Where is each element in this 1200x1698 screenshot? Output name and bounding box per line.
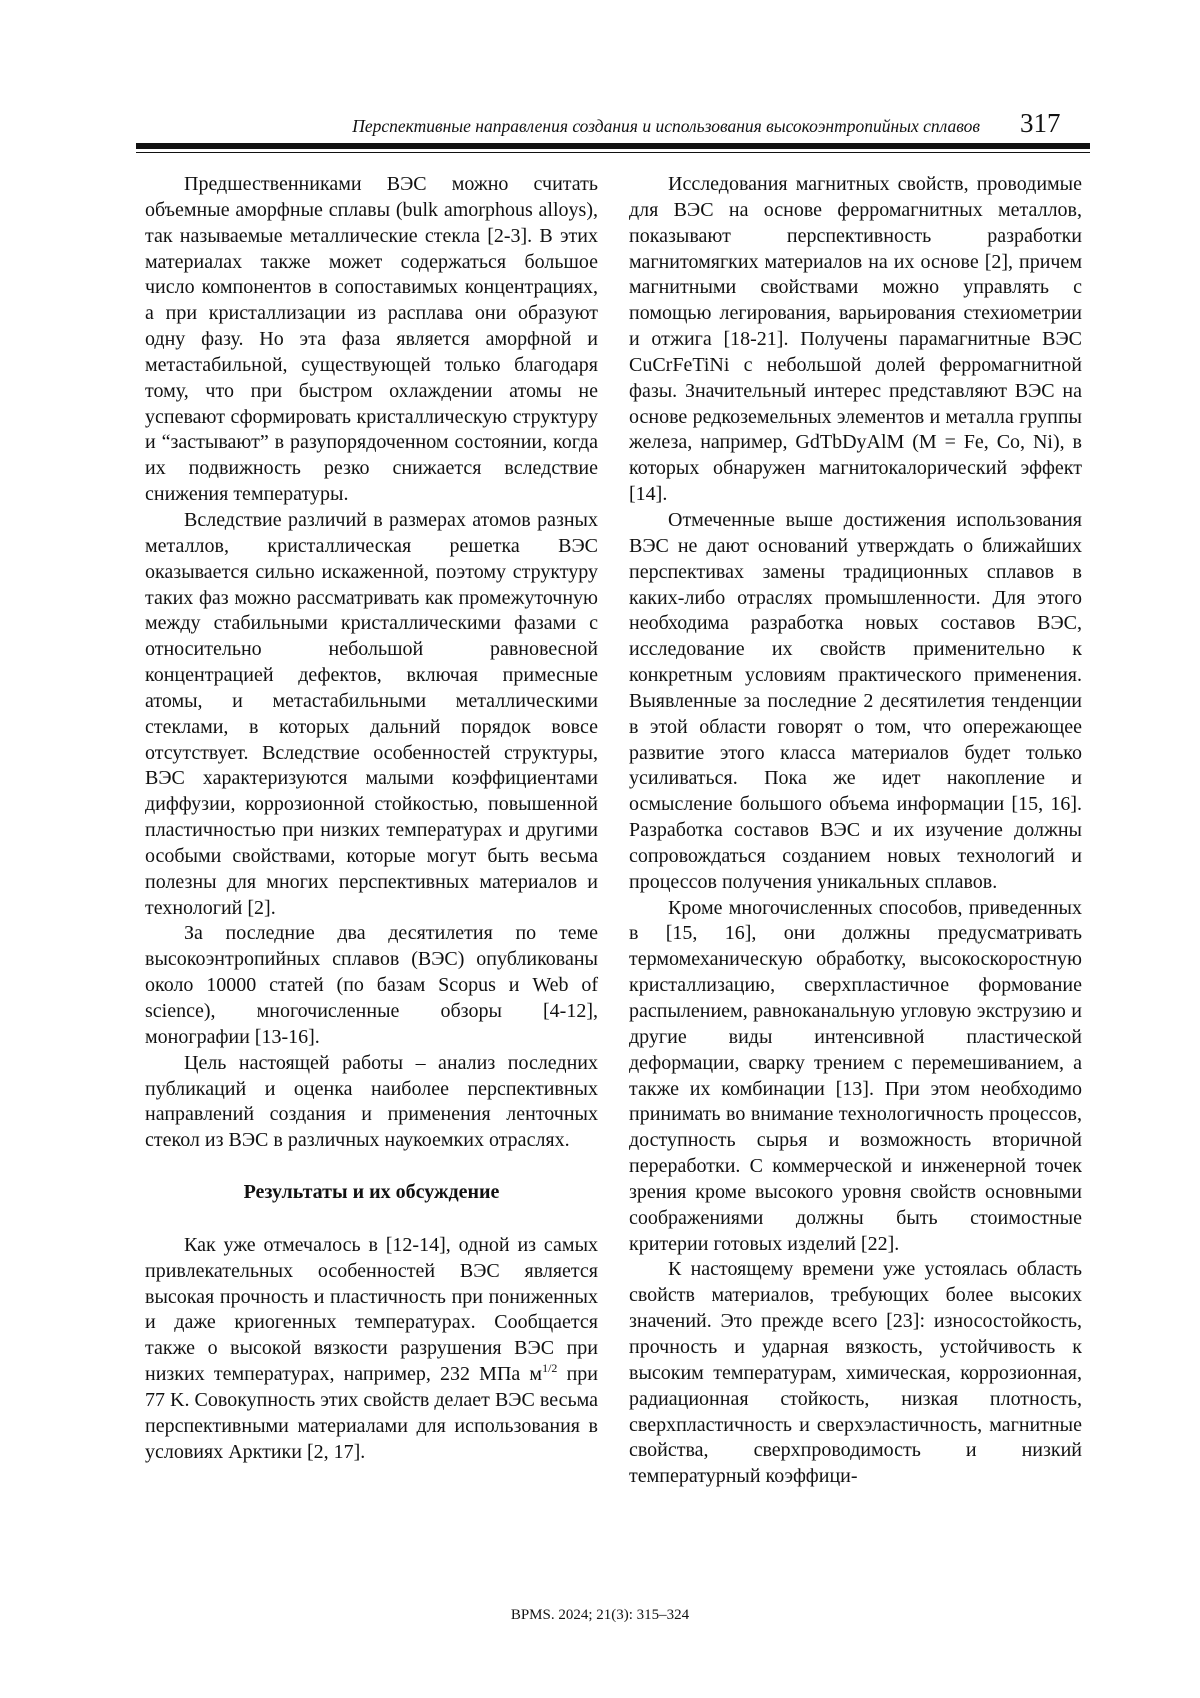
right-paragraph-2: Отмеченные выше достижения использования ВЭС не дают оснований утверждать о ближайших перспективах замены традиционных сплавов в каких-либо отраслях промышленности. Для этого необходима разработка новых составов ВЭС, исследование их свойств применительно к конкретным условиям практического применения. Выявленные за последние 2 десятилетия тенденции в этой области говорят о том, что опережающее развитие этого класса материалов будет только усиливаться. Пока же идет накопление и осмысление большого объема информации [15, 16]. Разработка составов ВЭС и их изучение должны сопровождаться созданием новых технологий и процессов получения уникальных сплавов. bbox=[629, 508, 1082, 893]
right-paragraph-4: К настоящему времени уже устоялась область свойств материалов, требующих более высоких значений. Это прежде всего [23]: износостойкость, прочность и ударная вязкость, устойчивость к высоким температурам, химическая, коррозионная, радиационная стойкость, низкая плотность, сверхпластичность и сверхэластичность, магнитные свойства, сверхпроводимость и низкий температурный коэффици- bbox=[629, 1258, 1082, 1488]
running-header-title: Перспективные направления создания и использования высокоэнтропийных сплавов bbox=[352, 116, 980, 136]
left-paragraph-2: Вследствие различий в размерах атомов разных металлов, кристаллическая решетка ВЭС оказывается сильно искаженной, поэтому структуру таких фаз можно рассматривать как промежуточную между стабильными кристаллическими фазами с относительно небольшой равновесной концентрацией дефектов, включая примесные атомы, и метастабильными металлическими стеклами, в которых дальний порядок вовсе отсутствует. Вследствие особенностей структуры, ВЭС характеризуются малыми коэффициентами диффузии, коррозионной стойкостью, повышенной пластичностью при низких температурах и другими особыми свойствами, которые могут быть весьма полезны для многих перспективных материалов и технологий [2]. bbox=[145, 508, 598, 919]
footer-citation: BPMS. 2024; 21(3): 315–324 bbox=[510, 1607, 690, 1623]
superscript-exponent: 1/2 bbox=[542, 1361, 558, 1376]
section-heading: Результаты и их обсуждение bbox=[243, 1181, 500, 1204]
right-column bbox=[629, 172, 1082, 1490]
left-column bbox=[145, 172, 598, 1466]
left-paragraph-5-text-a: Как уже отмечалось в [12-14], одной из самых привлекательных особенностей ВЭС является высокая прочность и пластичность при пониженных и даже криогенных температурах. Сообщается также о высокой вязкости разрушения ВЭС при низких температурах, например, 232 МПа м bbox=[145, 1233, 598, 1386]
page-number: 317 bbox=[1020, 108, 1061, 138]
header-rule-thick bbox=[136, 143, 1090, 149]
left-paragraph-1: Предшественниками ВЭС можно считать объемные аморфные сплавы (bulk amorphous alloys), так называемые металлические стекла [2-3]. В этих материалах также может содержаться большое число компонентов в сопоставимых концентрациях, а при кристаллизации из расплава они образуют одну фазу. Но эта фаза является аморфной и метастабильной, существующей только благодаря тому, что при быстром охлаждении атомы не успевают сформировать кристаллическую структуру и “застывают” в разупорядоченном состоянии, когда их подвижность резко снижается вследствие снижения температуры. bbox=[145, 173, 598, 506]
left-paragraph-3: За последние два десятилетия по теме высокоэнтропийных сплавов (ВЭС) опубликованы около 10000 статей (по базам Scopus и Web of science), многочисленные обзоры [4-12], монографии [13-16]. bbox=[145, 922, 598, 1048]
left-paragraph-5-text-b: при 77 K. Совокупность этих свойств делает ВЭС весьма перспективными материалами для использования в условиях Арктики [2, 17]. bbox=[145, 1363, 598, 1463]
right-paragraph-1: Исследования магнитных свойств, проводимые для ВЭС на основе ферромагнитных металлов, показывают перспективность разработки магнитомягких материалов на их основе [2], причем магнитными свойствами можно управлять с помощью легирования, варьирования стехиометрии и отжига [18-21]. Получены парамагнитные ВЭС CuCrFeTiNi с небольшой долей ферромагнитной фазы. Значительный интерес представляют ВЭС на основе редкоземельных элементов и металла группы железа, например, GdTbDyAlM (M = Fe, Co, Ni), в которых обнаружен магнитокалорический эффект [14]. bbox=[629, 173, 1082, 506]
header-rule-thin bbox=[136, 152, 1090, 153]
left-paragraph-4: Цель настоящей работы – анализ последних публикаций и оценка наиболее перспективных направлений создания и применения ленточных стекол из ВЭС в различных наукоемких отраслях. bbox=[145, 1051, 598, 1152]
left-paragraph-5 bbox=[145, 1233, 598, 1466]
right-paragraph-3: Кроме многочисленных способов, приведенных в [15, 16], они должны предусматривать термомеханическую обработку, высокоскоростную кристаллизацию, сверхпластичное формование распылением, равноканальную угловую экструзию и другие виды интенсивной пластической деформации, сварку трением с перемешиванием, а также их комбинации [13]. При этом необходимо принимать во внимание технологичность процессов, доступность сырья и возможность вторичной переработки. С коммерческой и инженерной точек зрения кроме высокого уровня свойств основными соображениями должны быть стоимостные критерии готовых изделий [22]. bbox=[629, 896, 1082, 1255]
